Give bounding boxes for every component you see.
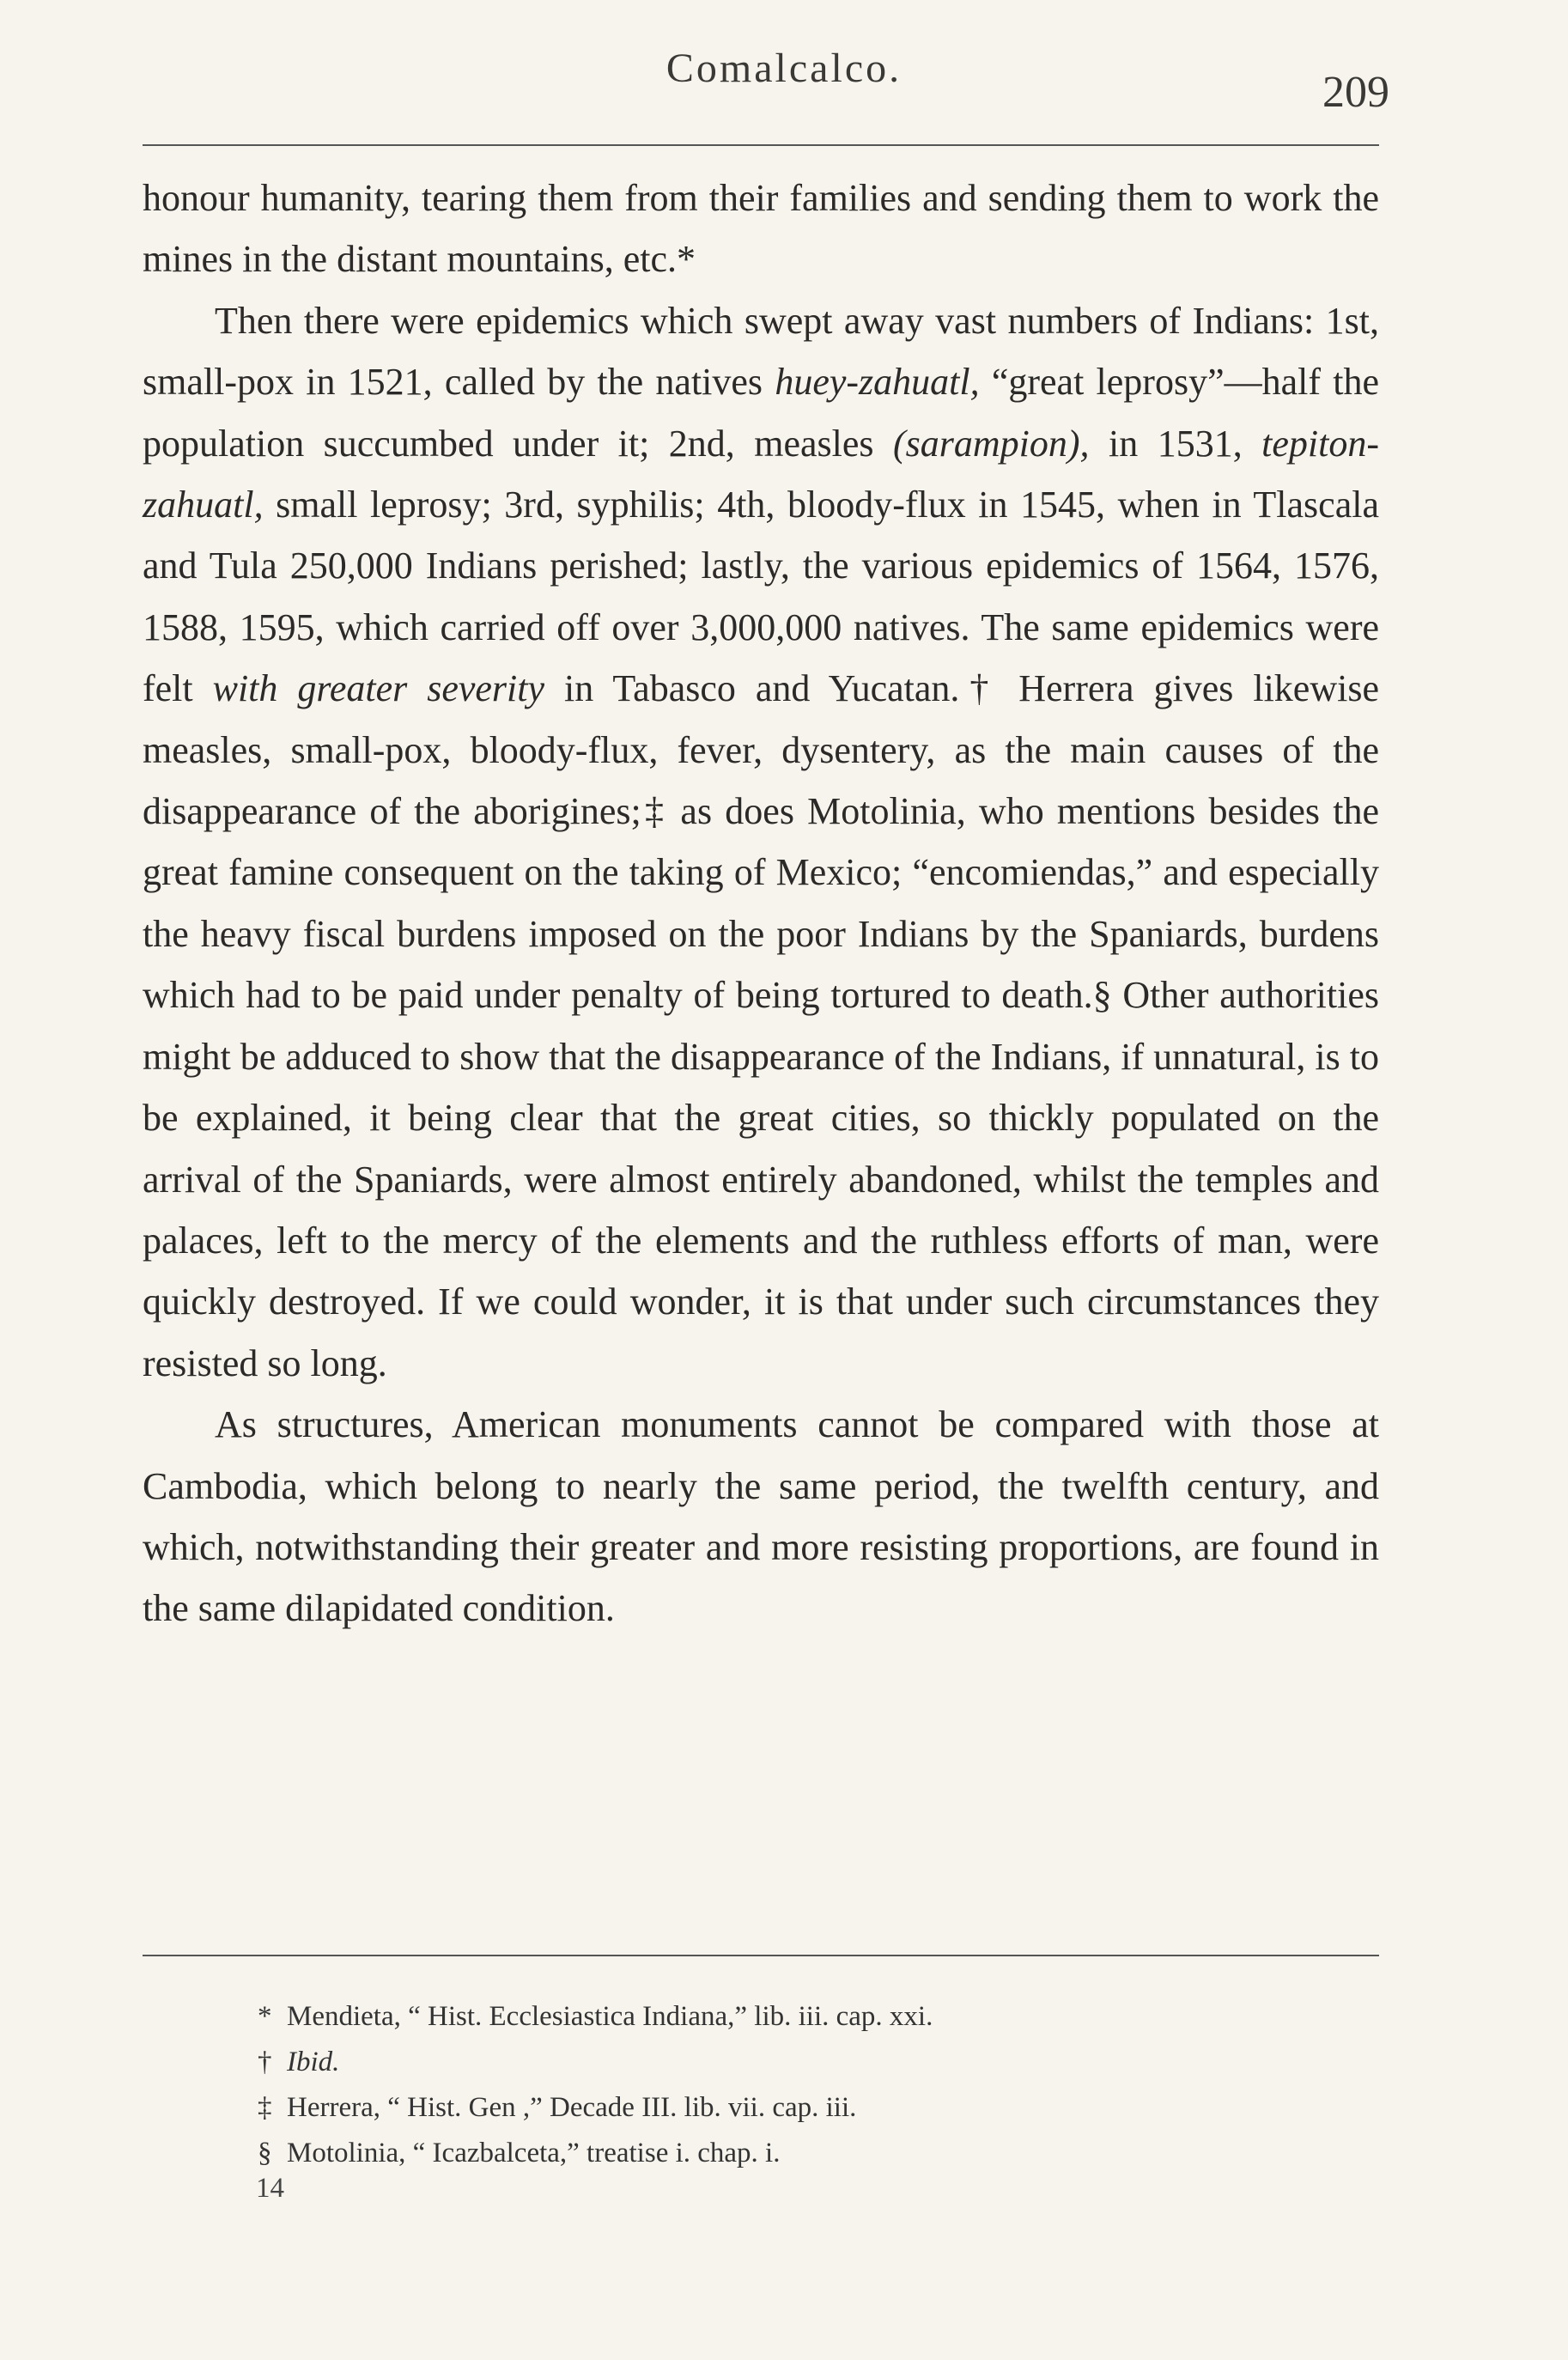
footnote-text: Herrera, “ Hist. Gen ,” Decade III. lib. vii. cap. iii. — [287, 2092, 857, 2123]
paragraph-2-italic-1: huey-zahuatl, — [775, 361, 980, 404]
paragraph-1: honour humanity, tearing them from their families and sending them to work the mines in the distant mountains, etc.* — [143, 177, 1379, 281]
footnote-mark: † — [258, 2047, 272, 2077]
header-rule — [143, 144, 1379, 146]
footnote-text: Motolinia, “ Icazbalceta,” treatise i. chap. i. — [287, 2138, 781, 2168]
paragraph-2-italic-3: tepiton-zahuatl, — [143, 422, 1380, 526]
footnote-mark: ‡ — [258, 2092, 272, 2123]
paragraph-2-italic-2: (sarampion), — [893, 422, 1090, 465]
footnote-item — [258, 2131, 1288, 2176]
footnote-text: Ibid. — [287, 2047, 340, 2077]
footnote-item — [258, 2040, 1288, 2085]
body-text — [143, 167, 1379, 1639]
footnote-rule — [143, 1955, 1379, 1956]
paragraph-2 — [143, 290, 1379, 1394]
running-header: Comalcalco. — [665, 46, 903, 91]
signature-mark: 14 — [256, 2173, 284, 2204]
footnote-item — [258, 1994, 1288, 2040]
paragraph-2-text-1: Then there were epidemics which swept away vast numbers of Indians: 1st, small-pox in 1521, called by the natives — [143, 299, 1379, 404]
footnote-mark: * — [258, 2001, 272, 2032]
footnotes — [258, 1994, 1288, 2176]
paragraph-2-text-5: in Tabasco and Yucatan.† Herrera gives likewise measles, small-pox, bloody-flux, fever, dysentery, as the main causes of the disappearance of the aborigines;‡ as does Motolinia, who mentions besides the great famine consequent on the taking of Mexico; “encomiendas,” and especially the heavy fiscal burdens imposed on the poor Indians by the Spaniards, burdens which had to be paid under penalty of being tortured to death.§ Other authorities might be adduced to show that the disappearance of the Indians, if unnatural, is to be explained, it being clear that the great cities, so thickly populated on the arrival of the Spaniards, were almost entirely abandoned, whilst the temples and palaces, left to the mercy of the elements and the ruthless efforts of man, were quickly destroyed. If we could wonder, it is that under such circumstances they resisted so long. — [143, 667, 1379, 1384]
footnote-item — [258, 2085, 1288, 2131]
page-number: 209 — [1322, 68, 1389, 117]
paragraph-2-text-3: in 1531, — [1089, 422, 1262, 465]
paragraph-2-text-4: small leprosy; 3rd, syphilis; 4th, bloody-flux in 1545, when in Tlascala and Tula 250,000 Indians perished; lastly, the various epidemics of 1564, 1576, 1588, 1595, which carried off over 3,000,000 natives. The same epidemics were felt — [143, 484, 1379, 710]
paragraph-2-text-2: “great leprosy”—half the population succumbed under it; 2nd, measles — [143, 361, 1380, 465]
paragraph-3: As structures, American monuments cannot be compared with those at Cambodia, which belong to nearly the same period, the twelfth century, and which, notwithstanding their greater and more resisting proportions, are found in the same dilapidated condition. — [143, 1403, 1379, 1630]
footnote-text: Mendieta, “ Hist. Ecclesiastica Indiana,” lib. iii. cap. xxi. — [287, 2001, 933, 2032]
paragraph-2-italic-4: with greater severity — [212, 667, 545, 710]
footnote-mark: § — [258, 2138, 272, 2168]
